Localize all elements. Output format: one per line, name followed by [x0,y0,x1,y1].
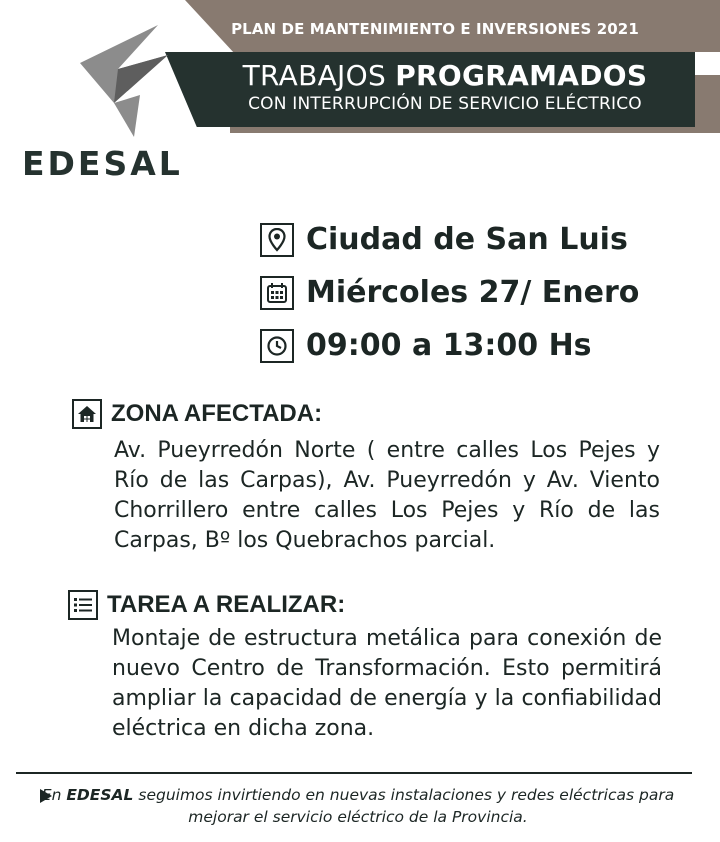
location-row [260,222,628,257]
date-row [260,275,639,310]
footer-brand: EDESAL [66,786,134,804]
title-bold: PROGRAMADOS [395,59,648,92]
edesal-logo-icon [70,25,180,140]
page-title [220,60,670,92]
time-row [260,328,592,363]
clock-icon [260,329,294,363]
footer-text: seguimos invirtiendo en nuevas instalaciones y redes eléctricas para mejorar el servicio eléctrico de la Provincia. [138,786,675,826]
footer-note [38,784,678,828]
footer-divider [16,772,692,774]
calendar-icon [260,276,294,310]
title-light: TRABAJOS [242,59,387,92]
logo-wordmark: EDESAL [22,144,183,183]
date-text: Miércoles 27/ Enero [306,275,640,310]
tarea-text: Montaje de estructura metálica para conexión de nuevo Centro de Transformación. Esto permitirá ampliar la capacidad de energía y la confiabilidad eléctrica en dicha zona. [112,626,662,741]
zona-heading: ZONA AFECTADA: [111,400,323,427]
list-icon [68,590,98,620]
zona-heading-row [72,399,322,429]
time-text: 09:00 a 13:00 Hs [306,328,592,363]
plan-label: PLAN DE MANTENIMIENTO E INVERSIONES 2021 [231,20,639,38]
footer-prefix: En [41,786,62,804]
location-pin-icon [260,223,294,257]
house-icon [72,399,102,429]
zona-text: Av. Pueyrredón Norte ( entre calles Los Pejes y Río de las Carpas), Av. Pueyrredón y Av. Viento Chorrillero entre calles Los Pejes y Río de las Carpas, Bº los Quebrachos parcial. [114,438,660,553]
page-subtitle: CON INTERRUPCIÓN DE SERVICIO ELÉCTRICO [248,94,642,114]
tarea-heading: TAREA A REALIZAR: [107,591,346,618]
location-text: Ciudad de San Luis [306,222,628,257]
tarea-heading-row [68,590,345,620]
